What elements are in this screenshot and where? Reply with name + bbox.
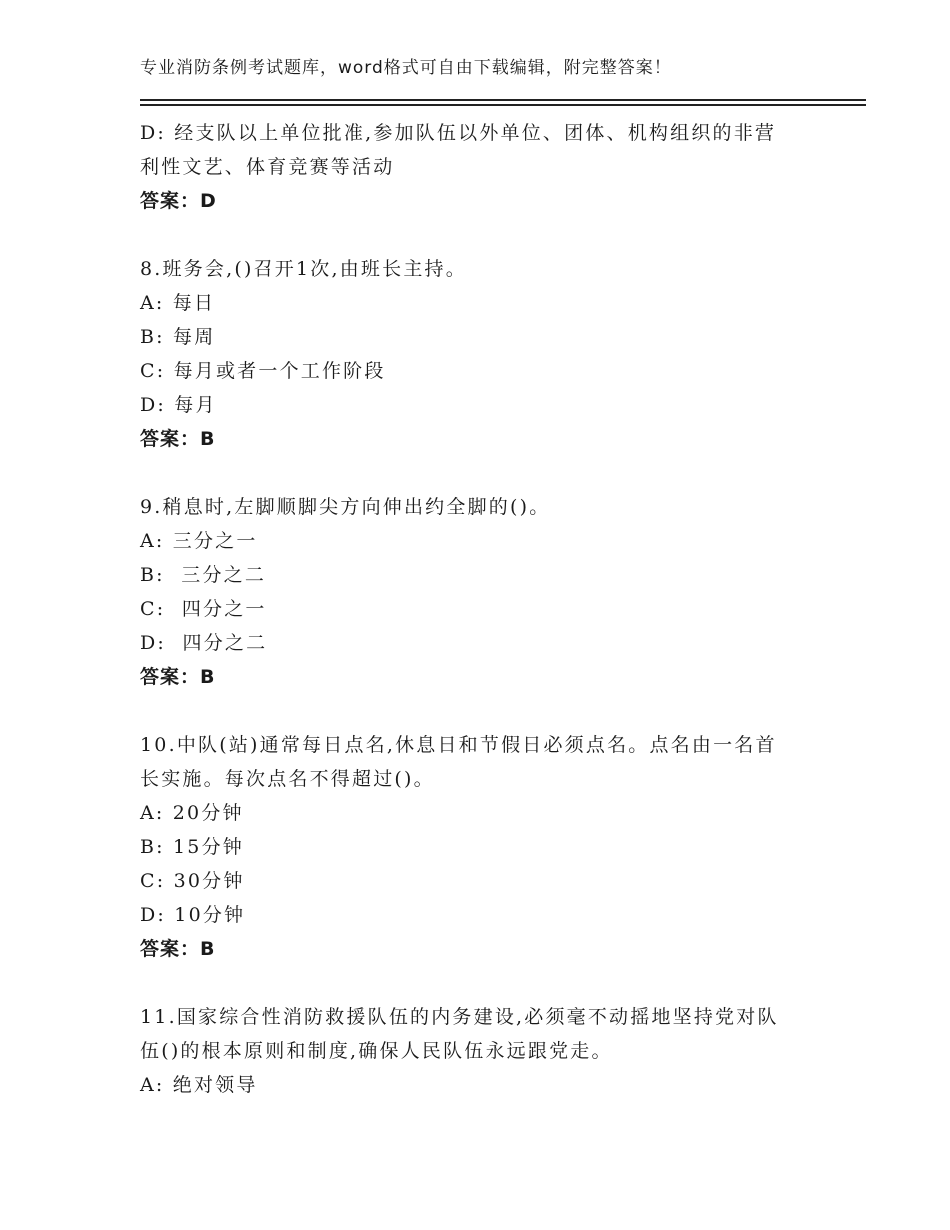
question-line: A: 20分钟 <box>140 802 244 824</box>
question-line: 伍()的根本原则和制度,确保人民队伍永远跟党走。 <box>140 1040 613 1062</box>
question-text: 8.班务会,()召开1次,由班长主持。 <box>140 258 467 280</box>
question-line: 长实施。每次点名不得超过()。 <box>140 768 435 790</box>
question-text: 10.中队(站)通常每日点名,休息日和节假日必须点名。点名由一名首 <box>140 734 777 756</box>
block-spacer <box>140 218 820 252</box>
question-line: B: 15分钟 <box>140 836 244 858</box>
question-line: C: 四分之一 <box>140 598 267 620</box>
question-line: B: 每周 <box>140 326 216 348</box>
block-spacer <box>140 966 820 1000</box>
question-line: A: 每日 <box>140 292 216 314</box>
question-block <box>140 490 820 694</box>
answer-line: 答案：B <box>140 428 216 450</box>
question-block <box>140 116 820 218</box>
page-header: 专业消防条例考试题库，word格式可自由下载编辑，附完整答案！ <box>140 58 672 78</box>
question-block <box>140 728 820 966</box>
answer-line: 答案：B <box>140 666 216 688</box>
question-block <box>140 1000 820 1102</box>
question-line: C: 每月或者一个工作阶段 <box>140 360 386 382</box>
block-spacer <box>140 694 820 728</box>
question-line: D: 10分钟 <box>140 904 246 926</box>
question-line: D: 每月 <box>140 394 217 416</box>
question-line: A: 三分之一 <box>140 530 258 552</box>
question-list <box>140 116 820 1102</box>
question-line: B: 三分之二 <box>140 564 267 586</box>
question-line: D: 四分之二 <box>140 632 268 654</box>
question-block <box>140 252 820 456</box>
question-text: 9.稍息时,左脚顺脚尖方向伸出约全脚的()。 <box>140 496 551 518</box>
header-rule-top <box>140 99 866 101</box>
question-line: A: 绝对领导 <box>140 1074 258 1096</box>
answer-line: 答案：B <box>140 938 216 960</box>
question-line: C: 30分钟 <box>140 870 245 892</box>
question-line: D: 经支队以上单位批准,参加队伍以外单位、团体、机构组织的非营 <box>140 122 777 144</box>
header-rule-bottom <box>140 104 866 106</box>
question-text: 11.国家综合性消防救援队伍的内务建设,必须毫不动摇地坚持党对队 <box>140 1006 779 1028</box>
answer-line: 答案：D <box>140 190 217 212</box>
question-line: 利性文艺、体育竞赛等活动 <box>140 156 395 178</box>
block-spacer <box>140 456 820 490</box>
